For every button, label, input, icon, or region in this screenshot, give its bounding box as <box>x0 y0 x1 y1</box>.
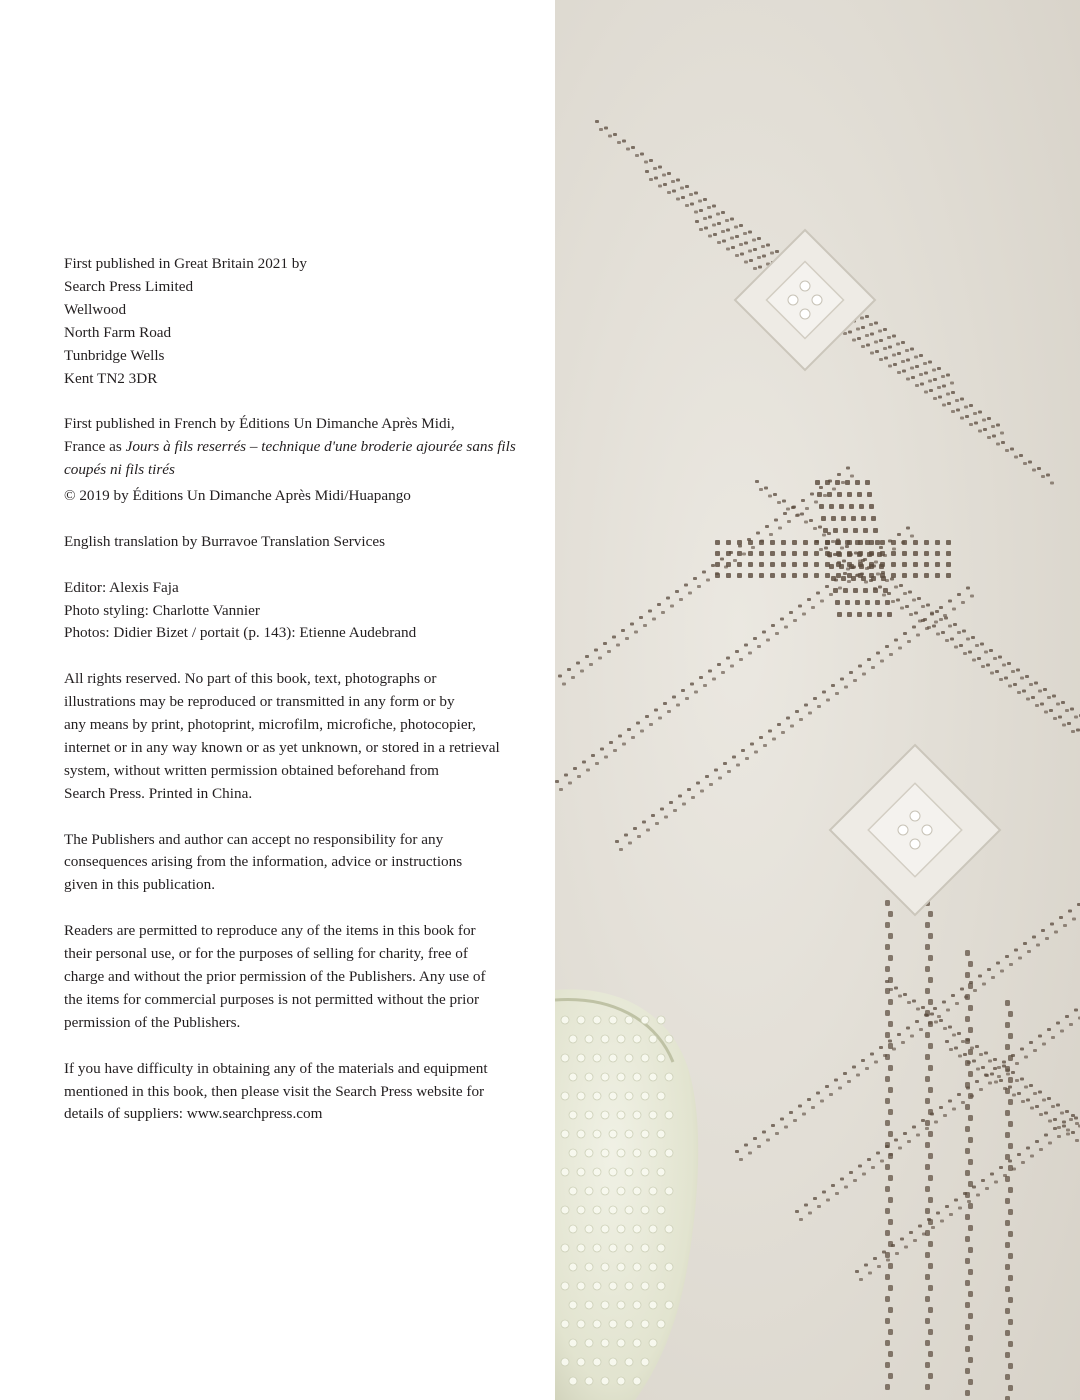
imprint-text <box>64 253 526 1149</box>
translation-credit <box>64 531 526 554</box>
suppliers-line: details of suppliers: www.searchpress.com <box>64 1105 323 1123</box>
french-title-end: coupés ni fils tirés <box>64 461 175 479</box>
french-edition-prefix: France as <box>64 438 126 456</box>
rights-notice <box>64 668 526 805</box>
suppliers-line: mentioned in this book, then please visit the Search Press website for <box>64 1082 485 1100</box>
permissions-line: permission of the Publishers. <box>64 1013 241 1031</box>
rights-line: All rights reserved. No part of this book, text, photographs or <box>64 670 437 688</box>
permissions-line: the items for commercial purposes is not permitted without the prior <box>64 990 480 1008</box>
responsibility-line: The Publishers and author can accept no responsibility for any <box>64 830 444 848</box>
permissions-line: charge and without the prior permission of the Publishers. Any use of <box>64 968 486 985</box>
responsibility-notice <box>64 829 526 898</box>
copyright-line: © 2019 by Éditions Un Dimanche Après Midi/Huapango <box>64 487 411 505</box>
credit-line: Editor: Alexis Faja <box>64 578 179 596</box>
address-line: Tunbridge Wells <box>64 346 165 364</box>
french-edition-notice <box>64 413 526 508</box>
french-edition-line <box>64 459 526 482</box>
rights-line: illustrations may be reproduced or transmitted in any form or by <box>64 693 455 711</box>
credit-line: Photo styling: Charlotte Vannier <box>64 601 260 619</box>
address-line: North Farm Road <box>64 323 172 341</box>
permissions-notice <box>64 920 526 1035</box>
address-line: Kent TN2 3DR <box>64 369 158 387</box>
rights-line: any means by print, photoprint, microfilm, microfiche, photocopier, <box>64 716 476 734</box>
permissions-line: Readers are permitted to reproduce any of the items in this book for <box>64 922 476 940</box>
address-line: First published in Great Britain 2021 by <box>64 255 307 272</box>
responsibility-line: consequences arising from the information, advice or instructions <box>64 853 463 871</box>
french-title: Jours à fils reserrés – technique d'une broderie ajourée sans fils <box>125 438 516 456</box>
credit-line: Photos: Didier Bizet / portait (p. 143): Etienne Audebrand <box>64 624 417 642</box>
address-line: Search Press Limited <box>64 277 194 295</box>
publisher-address <box>64 253 526 390</box>
embroidery-photo <box>555 0 1080 1400</box>
rights-line: internet or in any way known or as yet unknown, or stored in a retrieval <box>64 738 500 756</box>
french-edition-line <box>64 436 526 459</box>
embroidery-photo-illustration <box>555 0 1080 1400</box>
rights-line: system, without written permission obtained beforehand from <box>64 761 439 779</box>
french-edition-line: First published in French by Éditions Un Dimanche Après Midi, <box>64 415 455 433</box>
address-line: Wellwood <box>64 300 127 318</box>
translation-line: English translation by Burravoe Translation Services <box>64 532 386 550</box>
credits <box>64 577 526 646</box>
suppliers-line: If you have difficulty in obtaining any of the materials and equipment <box>64 1059 488 1077</box>
rights-line: Search Press. Printed in China. <box>64 784 253 802</box>
permissions-line: their personal use, or for the purposes of selling for charity, free of <box>64 945 468 963</box>
responsibility-line: given in this publication. <box>64 876 216 894</box>
suppliers-notice <box>64 1058 526 1127</box>
